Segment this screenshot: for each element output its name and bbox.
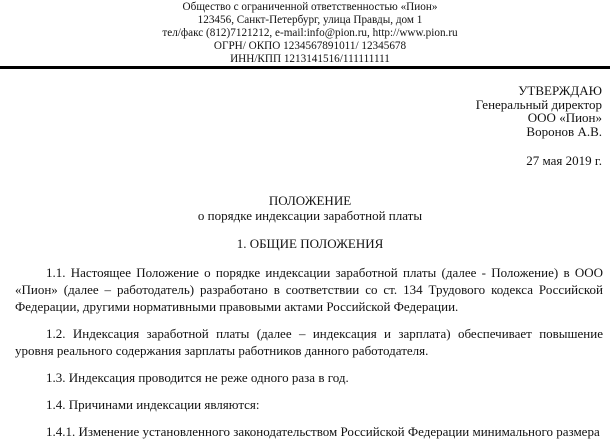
approver-name: Воронов А.В. xyxy=(526,123,602,139)
paragraph-1-1: 1.1. Настоящее Положение о порядке индексации заработной платы (далее - Положение) в ООО «Пион» (далее – работодатель) разработано в соответствии со ст. 134 Трудового кодекса Российской Федерации, другими нормативными правовыми актами Российской Федерации. xyxy=(15,265,603,314)
section-heading: 1. ОБЩИЕ ПОЛОЖЕНИЯ xyxy=(236,236,384,251)
document-title-main: ПОЛОЖЕНИЕ xyxy=(268,193,352,208)
document-subtitle: о порядке индексации заработной платы xyxy=(197,208,423,223)
company-contacts: тел/факс (812)7121212, e-mail:info@pion.ru, http://www.pion.ru xyxy=(162,27,458,39)
approval-label: УТВЕРЖДАЮ xyxy=(518,83,602,98)
approver-position: Генеральный директор xyxy=(475,96,602,112)
header-divider xyxy=(0,66,610,69)
paragraph-1-3: 1.3. Индексация проводится не реже одного раза в год. xyxy=(46,370,349,385)
company-inn-kpp: ИНН/КПП 1213141516/111111111 xyxy=(230,53,390,65)
paragraph-1-2: 1.2. Индексация заработной платы (далее – индексация и зарплата) обеспечивает повышение уровня реального содержания зарплаты работников данного работодателя. xyxy=(15,326,603,358)
company-name: Общество с ограниченной ответственностью «Пион» xyxy=(182,1,438,13)
approval-block xyxy=(476,84,602,138)
company-header xyxy=(0,1,610,66)
approval-date: 27 мая 2019 г. xyxy=(526,153,602,168)
company-ogrn-okpo: ОГРН/ ОКПО 1234567891011/ 12345678 xyxy=(213,40,407,52)
document-title xyxy=(0,193,610,223)
paragraph-1-4: 1.4. Причинами индексации являются: xyxy=(46,397,260,412)
paragraph-1-4-1: 1.4.1. Изменение установленного законодательством Российской Федерации минимального размера xyxy=(46,424,600,439)
company-address: 123456, Санкт-Петербург, улица Правды, дом 1 xyxy=(197,14,423,26)
approver-company: ООО «Пион» xyxy=(527,110,602,125)
